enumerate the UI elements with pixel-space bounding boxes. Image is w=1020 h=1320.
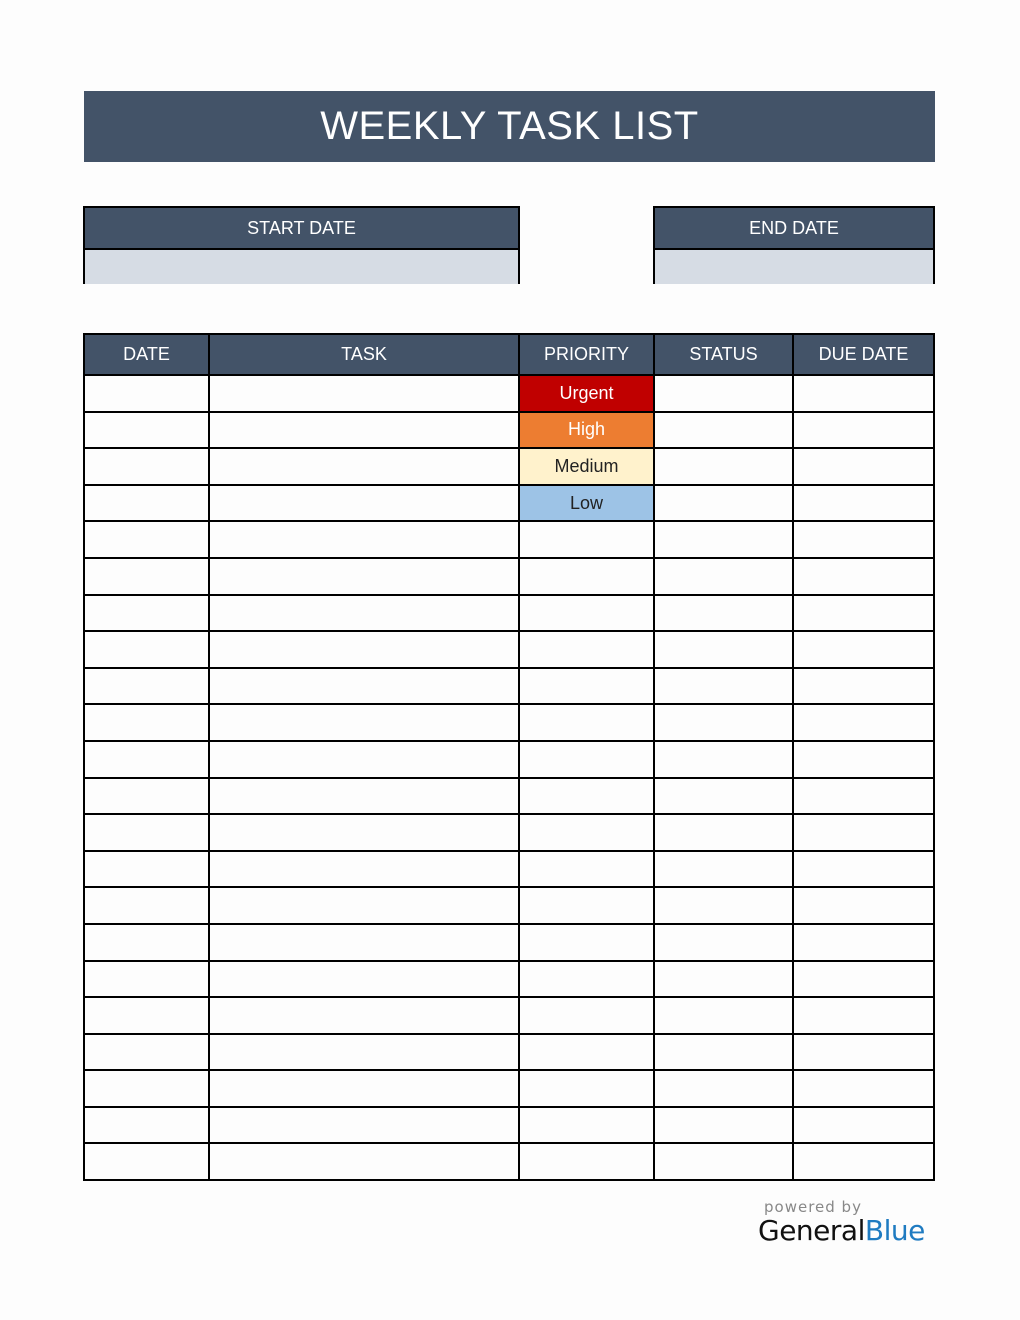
due-date-cell[interactable] xyxy=(793,1070,934,1107)
priority-cell[interactable] xyxy=(519,595,654,632)
table-row xyxy=(84,412,934,449)
priority-cell[interactable] xyxy=(519,741,654,778)
date-cell[interactable] xyxy=(84,851,209,888)
date-cell[interactable] xyxy=(84,668,209,705)
status-cell[interactable] xyxy=(654,887,793,924)
date-cell[interactable] xyxy=(84,741,209,778)
table-row xyxy=(84,485,934,522)
task-cell[interactable] xyxy=(209,668,519,705)
table-row xyxy=(84,851,934,888)
due-date-cell[interactable] xyxy=(793,595,934,632)
due-date-cell[interactable] xyxy=(793,997,934,1034)
due-date-cell[interactable] xyxy=(793,887,934,924)
table-row xyxy=(84,1034,934,1071)
priority-cell[interactable] xyxy=(519,521,654,558)
date-cell[interactable] xyxy=(84,631,209,668)
table-row xyxy=(84,814,934,851)
table-row xyxy=(84,558,934,595)
column-header-priority: PRIORITY xyxy=(519,334,654,375)
task-cell[interactable] xyxy=(209,741,519,778)
table-header-row xyxy=(84,334,934,375)
table-row xyxy=(84,704,934,741)
task-cell[interactable] xyxy=(209,961,519,998)
status-cell[interactable] xyxy=(654,814,793,851)
column-header-date: DATE xyxy=(84,334,209,375)
table-row xyxy=(84,1070,934,1107)
status-cell[interactable] xyxy=(654,851,793,888)
priority-cell[interactable] xyxy=(519,924,654,961)
due-date-cell[interactable] xyxy=(793,448,934,485)
table-row xyxy=(84,375,934,412)
due-date-cell[interactable] xyxy=(793,521,934,558)
task-cell[interactable] xyxy=(209,558,519,595)
priority-cell[interactable] xyxy=(519,814,654,851)
due-date-cell[interactable] xyxy=(793,924,934,961)
priority-cell[interactable] xyxy=(519,778,654,815)
due-date-cell[interactable] xyxy=(793,741,934,778)
due-date-cell[interactable] xyxy=(793,412,934,449)
task-cell[interactable] xyxy=(209,1034,519,1071)
column-header-task: TASK xyxy=(209,334,519,375)
table-row xyxy=(84,631,934,668)
status-cell[interactable] xyxy=(654,741,793,778)
column-header-status: STATUS xyxy=(654,334,793,375)
due-date-cell[interactable] xyxy=(793,851,934,888)
due-date-cell[interactable] xyxy=(793,704,934,741)
status-cell[interactable] xyxy=(654,1107,793,1144)
priority-cell[interactable] xyxy=(519,961,654,998)
end-date-label: END DATE xyxy=(655,208,933,250)
priority-cell[interactable] xyxy=(519,631,654,668)
task-cell[interactable] xyxy=(209,1143,519,1180)
task-cell[interactable] xyxy=(209,412,519,449)
status-cell[interactable] xyxy=(654,1143,793,1180)
date-cell[interactable] xyxy=(84,1143,209,1180)
status-cell[interactable] xyxy=(654,595,793,632)
table-row xyxy=(84,668,934,705)
priority-cell[interactable] xyxy=(519,887,654,924)
date-cell[interactable] xyxy=(84,558,209,595)
task-cell[interactable] xyxy=(209,704,519,741)
status-cell[interactable] xyxy=(654,375,793,412)
priority-cell[interactable] xyxy=(519,704,654,741)
priority-cell[interactable] xyxy=(519,1143,654,1180)
task-table-body xyxy=(84,375,934,1180)
status-cell[interactable] xyxy=(654,668,793,705)
task-cell[interactable] xyxy=(209,448,519,485)
table-row xyxy=(84,997,934,1034)
due-date-cell[interactable] xyxy=(793,778,934,815)
date-cell[interactable] xyxy=(84,485,209,522)
status-cell[interactable] xyxy=(654,1070,793,1107)
due-date-cell[interactable] xyxy=(793,1107,934,1144)
task-cell[interactable] xyxy=(209,1070,519,1107)
priority-urgent[interactable]: Urgent xyxy=(519,375,654,412)
status-cell[interactable] xyxy=(654,778,793,815)
date-cell[interactable] xyxy=(84,961,209,998)
start-date-field[interactable] xyxy=(85,250,518,284)
date-cell[interactable] xyxy=(84,375,209,412)
task-cell[interactable] xyxy=(209,814,519,851)
brand-general: General xyxy=(758,1214,865,1247)
due-date-cell[interactable] xyxy=(793,814,934,851)
date-cell[interactable] xyxy=(84,448,209,485)
status-cell[interactable] xyxy=(654,521,793,558)
date-cell[interactable] xyxy=(84,924,209,961)
due-date-cell[interactable] xyxy=(793,375,934,412)
due-date-cell[interactable] xyxy=(793,668,934,705)
date-cell[interactable] xyxy=(84,814,209,851)
date-cell[interactable] xyxy=(84,1107,209,1144)
status-cell[interactable] xyxy=(654,704,793,741)
date-cell[interactable] xyxy=(84,1070,209,1107)
task-cell[interactable] xyxy=(209,1107,519,1144)
date-cell[interactable] xyxy=(84,595,209,632)
priority-cell[interactable] xyxy=(519,668,654,705)
table-row xyxy=(84,448,934,485)
due-date-cell[interactable] xyxy=(793,485,934,522)
table-row xyxy=(84,778,934,815)
status-cell[interactable] xyxy=(654,961,793,998)
brand-logo xyxy=(758,1198,928,1247)
date-cell[interactable] xyxy=(84,778,209,815)
due-date-cell[interactable] xyxy=(793,961,934,998)
task-cell[interactable] xyxy=(209,887,519,924)
task-cell[interactable] xyxy=(209,485,519,522)
task-cell[interactable] xyxy=(209,631,519,668)
brand-blue: Blue xyxy=(864,1214,925,1247)
task-cell[interactable] xyxy=(209,778,519,815)
date-cell[interactable] xyxy=(84,521,209,558)
task-cell[interactable] xyxy=(209,924,519,961)
date-cell[interactable] xyxy=(84,704,209,741)
status-cell[interactable] xyxy=(654,485,793,522)
table-row xyxy=(84,521,934,558)
end-date-field[interactable] xyxy=(655,250,933,284)
priority-cell[interactable] xyxy=(519,1107,654,1144)
table-row xyxy=(84,1143,934,1180)
generalblue-logo xyxy=(758,1214,928,1247)
end-date-box xyxy=(653,206,935,284)
start-date-box xyxy=(83,206,520,284)
date-cell[interactable] xyxy=(84,997,209,1034)
column-header-due-date: DUE DATE xyxy=(793,334,934,375)
date-cell[interactable] xyxy=(84,1034,209,1071)
task-cell[interactable] xyxy=(209,375,519,412)
priority-cell[interactable] xyxy=(519,851,654,888)
table-row xyxy=(84,1107,934,1144)
priority-cell[interactable] xyxy=(519,997,654,1034)
priority-low[interactable]: Low xyxy=(519,485,654,522)
task-cell[interactable] xyxy=(209,595,519,632)
status-cell[interactable] xyxy=(654,631,793,668)
due-date-cell[interactable] xyxy=(793,558,934,595)
status-cell[interactable] xyxy=(654,924,793,961)
status-cell[interactable] xyxy=(654,558,793,595)
task-cell[interactable] xyxy=(209,851,519,888)
date-cell[interactable] xyxy=(84,412,209,449)
start-date-label: START DATE xyxy=(85,208,518,250)
powered-by-text: powered by xyxy=(764,1198,862,1216)
priority-cell[interactable] xyxy=(519,1070,654,1107)
table-row xyxy=(84,887,934,924)
table-row xyxy=(84,961,934,998)
priority-cell[interactable] xyxy=(519,1034,654,1071)
priority-high[interactable]: High xyxy=(519,412,654,449)
table-row xyxy=(84,924,934,961)
priority-cell[interactable] xyxy=(519,558,654,595)
task-table xyxy=(83,333,935,1181)
status-cell[interactable] xyxy=(654,448,793,485)
due-date-cell[interactable] xyxy=(793,1143,934,1180)
table-row xyxy=(84,595,934,632)
table-row xyxy=(84,741,934,778)
priority-medium[interactable]: Medium xyxy=(519,448,654,485)
task-cell[interactable] xyxy=(209,521,519,558)
status-cell[interactable] xyxy=(654,1034,793,1071)
date-cell[interactable] xyxy=(84,887,209,924)
due-date-cell[interactable] xyxy=(793,631,934,668)
status-cell[interactable] xyxy=(654,412,793,449)
due-date-cell[interactable] xyxy=(793,1034,934,1071)
task-cell[interactable] xyxy=(209,997,519,1034)
page-title: WEEKLY TASK LIST xyxy=(84,91,935,162)
status-cell[interactable] xyxy=(654,997,793,1034)
